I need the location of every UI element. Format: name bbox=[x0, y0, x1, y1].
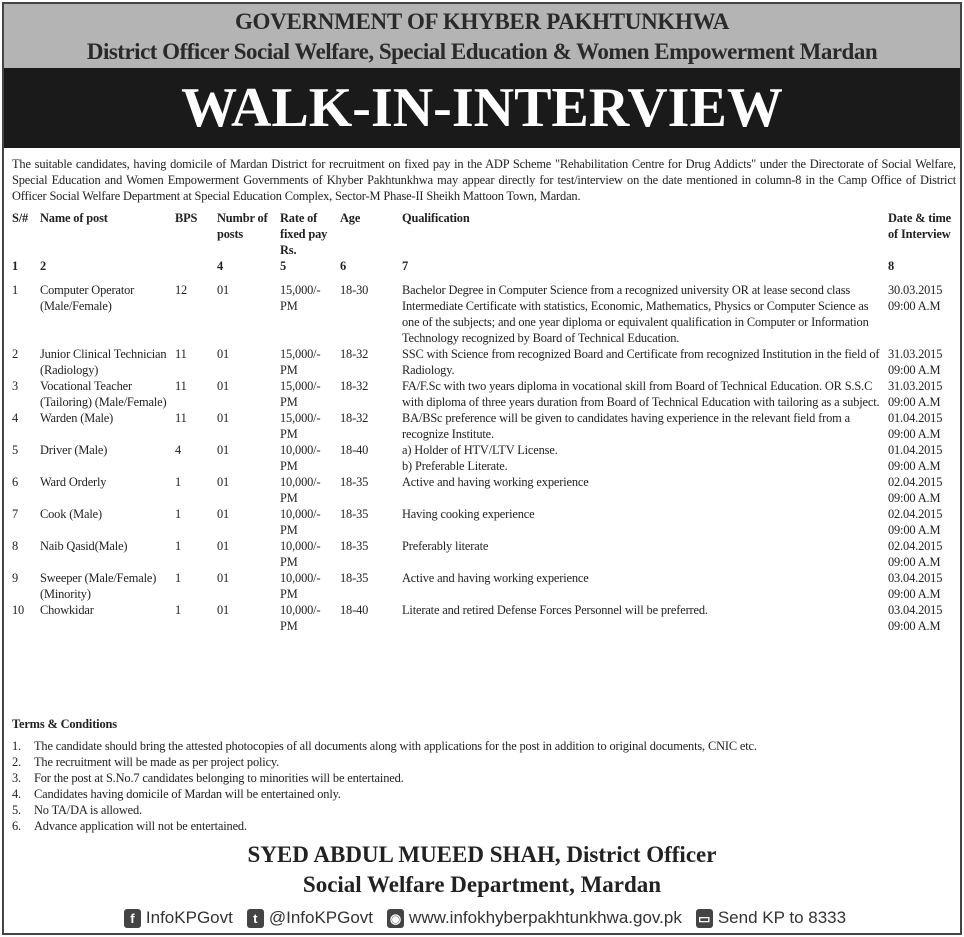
column-number: 5 bbox=[280, 259, 287, 273]
cell-bps: 1 bbox=[175, 475, 182, 489]
cell-age: 18-40 bbox=[340, 603, 369, 617]
cell-rate: 15,000/- PM bbox=[280, 347, 321, 377]
facebook-icon: f bbox=[124, 909, 141, 928]
department-title: District Officer Social Welfare, Special Education & Women Empowerment Mardan bbox=[86, 39, 878, 64]
cell-rate: 10,000/- PM bbox=[280, 603, 321, 633]
cell-qualification bbox=[398, 602, 884, 634]
cell-posts: 01 bbox=[217, 347, 230, 361]
table-row bbox=[8, 442, 960, 474]
cell-post: Cook (Male) bbox=[40, 507, 103, 521]
cell-date bbox=[884, 506, 960, 538]
cell-post: Junior Clinical Technician (Radiology) bbox=[40, 347, 167, 377]
terms-number: 3. bbox=[12, 771, 21, 785]
cell-date bbox=[884, 282, 960, 346]
cell-post: Computer Operator (Male/Female) bbox=[40, 283, 135, 313]
cell-age: 18-32 bbox=[340, 411, 369, 425]
cell-rate: 15,000/- PM bbox=[280, 283, 321, 313]
column-number: 2 bbox=[40, 259, 47, 273]
interview-date: 02.04.2015 bbox=[888, 507, 943, 521]
interview-time: 09:00 A.M bbox=[888, 395, 941, 409]
cell-bps: 1 bbox=[175, 539, 182, 553]
interview-date: 30.03.2015 bbox=[888, 283, 943, 297]
column-number: 8 bbox=[888, 259, 895, 273]
sms-text: Send KP to 8333 bbox=[717, 908, 847, 927]
signatory-name: SYED ABDUL MUEED SHAH, District Officer bbox=[247, 842, 717, 867]
terms-number: 2. bbox=[12, 755, 21, 769]
cell-sn: 7 bbox=[12, 507, 19, 521]
cell-age: 18-32 bbox=[340, 347, 369, 361]
footer-twitter bbox=[247, 908, 373, 928]
terms-item bbox=[12, 754, 952, 770]
cell-age: 18-30 bbox=[340, 283, 369, 297]
cell-qualification bbox=[398, 410, 884, 442]
qualification-text: Active and having working experience bbox=[402, 571, 589, 585]
cell-date bbox=[884, 474, 960, 506]
interview-date: 01.04.2015 bbox=[888, 443, 943, 457]
signatory-department: Social Welfare Department, Mardan bbox=[302, 872, 662, 897]
terms-title: Terms & Conditions bbox=[12, 717, 117, 731]
interview-date: 31.03.2015 bbox=[888, 347, 943, 361]
table-row bbox=[8, 282, 960, 346]
cell-posts: 01 bbox=[217, 411, 230, 425]
interview-time: 09:00 A.M bbox=[888, 427, 941, 441]
terms-text: No TA/DA is allowed. bbox=[34, 803, 142, 817]
cell-qualification bbox=[398, 538, 884, 570]
globe-icon: ◉ bbox=[387, 909, 404, 928]
column-number: 7 bbox=[402, 259, 409, 273]
cell-bps: 12 bbox=[175, 283, 188, 297]
column-header: Numbr of posts bbox=[217, 211, 268, 241]
cell-sn: 1 bbox=[12, 283, 19, 297]
terms-item bbox=[12, 786, 952, 802]
column-number: 4 bbox=[217, 259, 224, 273]
terms-text: The recruitment will be made as per project policy. bbox=[34, 755, 280, 769]
cell-date bbox=[884, 538, 960, 570]
qualification-text-2: b) Preferable Literate. bbox=[402, 459, 508, 473]
cell-posts: 01 bbox=[217, 379, 230, 393]
interview-date: 02.04.2015 bbox=[888, 539, 943, 553]
cell-posts: 01 bbox=[217, 603, 230, 617]
cell-bps: 11 bbox=[175, 411, 187, 425]
qualification-text: FA/F.Sc with two years diploma in vocational skill from Board of Technical Education. OR S.S.C with diploma of three years duration from Board of Technical Education with tailoring as a subject. bbox=[402, 379, 880, 409]
header-banner bbox=[4, 4, 960, 68]
qualification-text: Active and having working experience bbox=[402, 475, 589, 489]
cell-bps: 11 bbox=[175, 379, 187, 393]
footer-website bbox=[387, 908, 682, 928]
column-header: Name of post bbox=[40, 211, 108, 225]
column-header: Age bbox=[340, 211, 361, 225]
interview-time: 09:00 A.M bbox=[888, 491, 941, 505]
cell-date bbox=[884, 410, 960, 442]
interview-time: 09:00 A.M bbox=[888, 587, 941, 601]
table-row bbox=[8, 506, 960, 538]
cell-rate: 10,000/- PM bbox=[280, 539, 321, 569]
column-header: Rate of fixed pay Rs. bbox=[280, 211, 328, 257]
cell-qualification bbox=[398, 442, 884, 474]
cell-bps: 1 bbox=[175, 571, 182, 585]
table-header-row bbox=[8, 210, 960, 258]
cell-qualification bbox=[398, 378, 884, 410]
terms-section bbox=[12, 716, 952, 834]
interview-date: 02.04.2015 bbox=[888, 475, 943, 489]
cell-qualification bbox=[398, 346, 884, 378]
cell-age: 18-40 bbox=[340, 443, 369, 457]
column-number: 1 bbox=[12, 259, 19, 273]
cell-posts: 01 bbox=[217, 539, 230, 553]
cell-date bbox=[884, 570, 960, 602]
cell-post: Naib Qasid(Male) bbox=[40, 539, 128, 553]
qualification-text: Literate and retired Defense Forces Personnel will be preferred. bbox=[402, 603, 708, 617]
footer-facebook bbox=[124, 908, 233, 928]
cell-sn: 3 bbox=[12, 379, 19, 393]
cell-date bbox=[884, 378, 960, 410]
twitter-icon: t bbox=[247, 909, 264, 928]
interview-date: 03.04.2015 bbox=[888, 571, 943, 585]
terms-number: 4. bbox=[12, 787, 21, 801]
intro-paragraph: The suitable candidates, having domicile of Mardan District for recruitment on fixed pay in the ADP Scheme "Rehabilitation Centre for Drug Addicts" under the Directorate of Social Welfare, Special Education and Women Empowerment Governments of Khyber Pakhtunkhwa may appear directly for test/interview on the date mentioned in column-8 in the Camp Office of District Officer Social Welfare Department at Special Education Complex, Sector-M Phase-II Sheikh Mattoon Town, Mardan. bbox=[12, 157, 956, 203]
footer-sms bbox=[696, 908, 846, 928]
walk-in-title: WALK-IN-INTERVIEW bbox=[4, 68, 960, 148]
cell-qualification bbox=[398, 282, 884, 346]
cell-date bbox=[884, 346, 960, 378]
terms-number: 5. bbox=[12, 803, 21, 817]
cell-sn: 6 bbox=[12, 475, 19, 489]
cell-posts: 01 bbox=[217, 475, 230, 489]
cell-age: 18-35 bbox=[340, 475, 369, 489]
terms-item bbox=[12, 770, 952, 786]
cell-posts: 01 bbox=[217, 507, 230, 521]
terms-item bbox=[12, 738, 952, 754]
cell-posts: 01 bbox=[217, 283, 230, 297]
cell-rate: 10,000/- PM bbox=[280, 475, 321, 505]
cell-post: Warden (Male) bbox=[40, 411, 114, 425]
interview-time: 09:00 A.M bbox=[888, 459, 941, 473]
cell-posts: 01 bbox=[217, 571, 230, 585]
interview-date: 01.04.2015 bbox=[888, 411, 943, 425]
qualification-text: a) Holder of HTV/LTV License. bbox=[402, 443, 558, 457]
cell-sn: 2 bbox=[12, 347, 19, 361]
cell-qualification bbox=[398, 506, 884, 538]
cell-date bbox=[884, 442, 960, 474]
interview-date: 03.04.2015 bbox=[888, 603, 943, 617]
terms-text: Advance application will not be entertained. bbox=[34, 819, 247, 833]
cell-rate: 15,000/- PM bbox=[280, 411, 321, 441]
cell-sn: 4 bbox=[12, 411, 19, 425]
cell-age: 18-32 bbox=[340, 379, 369, 393]
cell-age: 18-35 bbox=[340, 539, 369, 553]
signature-block bbox=[0, 840, 964, 900]
cell-sn: 8 bbox=[12, 539, 19, 553]
terms-list bbox=[12, 738, 952, 834]
interview-time: 09:00 A.M bbox=[888, 363, 941, 377]
qualification-text: Bachelor Degree in Computer Science from a recognized university OR at lease second class Intermediate Certificate with statistics, Economic, Mathematics, Physics or Computer Science as one of the subjects; and one year diploma or equivalent qualification in Computer or Information Technology recognized by Board of Technical Education. bbox=[402, 283, 869, 345]
table-row bbox=[8, 346, 960, 378]
terms-text: For the post at S.No.7 candidates belonging to minorities will be entertained. bbox=[34, 771, 404, 785]
twitter-handle: @InfoKPGovt bbox=[268, 908, 374, 927]
cell-post: Chowkidar bbox=[40, 603, 94, 617]
terms-number: 6. bbox=[12, 819, 21, 833]
cell-qualification bbox=[398, 474, 884, 506]
qualification-text: Preferably literate bbox=[402, 539, 489, 553]
interview-time: 09:00 A.M bbox=[888, 299, 941, 313]
cell-age: 18-35 bbox=[340, 571, 369, 585]
column-header: S/# bbox=[12, 211, 29, 225]
cell-sn: 10 bbox=[12, 603, 25, 617]
column-header: Qualification bbox=[402, 211, 470, 225]
table-row bbox=[8, 538, 960, 570]
cell-bps: 1 bbox=[175, 603, 182, 617]
cell-rate: 10,000/- PM bbox=[280, 443, 321, 473]
cell-post: Ward Orderly bbox=[40, 475, 107, 489]
interview-date: 31.03.2015 bbox=[888, 379, 943, 393]
qualification-text: Having cooking experience bbox=[402, 507, 535, 521]
interview-time: 09:00 A.M bbox=[888, 555, 941, 569]
government-title: GOVERNMENT OF KHYBER PAKHTUNKHWA bbox=[234, 9, 730, 34]
column-header: BPS bbox=[175, 211, 198, 225]
cell-post: Sweeper (Male/Female) (Minority) bbox=[40, 571, 157, 601]
cell-date bbox=[884, 602, 960, 634]
table-row bbox=[8, 602, 960, 634]
terms-number: 1. bbox=[12, 739, 21, 753]
cell-post: Driver (Male) bbox=[40, 443, 108, 457]
cell-posts: 01 bbox=[217, 443, 230, 457]
footer-contacts bbox=[100, 908, 870, 928]
table-row bbox=[8, 410, 960, 442]
table-row bbox=[8, 378, 960, 410]
interview-time: 09:00 A.M bbox=[888, 523, 941, 537]
table-row bbox=[8, 474, 960, 506]
cell-post: Vocational Teacher (Tailoring) (Male/Female) bbox=[40, 379, 167, 409]
cell-bps: 11 bbox=[175, 347, 187, 361]
cell-bps: 1 bbox=[175, 507, 182, 521]
terms-item bbox=[12, 802, 952, 818]
table-row bbox=[8, 570, 960, 602]
terms-item bbox=[12, 818, 952, 834]
cell-rate: 10,000/- PM bbox=[280, 571, 321, 601]
cell-bps: 4 bbox=[175, 443, 182, 457]
interview-time: 09:00 A.M bbox=[888, 619, 941, 633]
column-number: 6 bbox=[340, 259, 347, 273]
terms-text: Candidates having domicile of Mardan will be entertained only. bbox=[34, 787, 341, 801]
qualification-text: SSC with Science from recognized Board and Certificate from recognized Institution in the field of Radiology. bbox=[402, 347, 880, 377]
sms-icon: ▭ bbox=[696, 909, 713, 928]
cell-qualification bbox=[398, 570, 884, 602]
facebook-handle: InfoKPGovt bbox=[145, 908, 233, 927]
cell-sn: 9 bbox=[12, 571, 19, 585]
column-number-row bbox=[8, 258, 960, 282]
cell-rate: 10,000/- PM bbox=[280, 507, 321, 537]
website-url: www.infokhyberpakhtunkhwa.gov.pk bbox=[409, 908, 682, 927]
cell-rate: 15,000/- PM bbox=[280, 379, 321, 409]
cell-age: 18-35 bbox=[340, 507, 369, 521]
column-number bbox=[171, 258, 213, 282]
terms-text: The candidate should bring the attested photocopies of all documents along with applications for the post in addition to original documents, CNIC etc. bbox=[34, 739, 757, 753]
posts-table bbox=[8, 210, 960, 634]
column-header: Date & time of Interview bbox=[888, 211, 952, 241]
cell-sn: 5 bbox=[12, 443, 19, 457]
qualification-text: BA/BSc preference will be given to candidates having experience in the relevant field from a recognize Institute. bbox=[402, 411, 850, 441]
